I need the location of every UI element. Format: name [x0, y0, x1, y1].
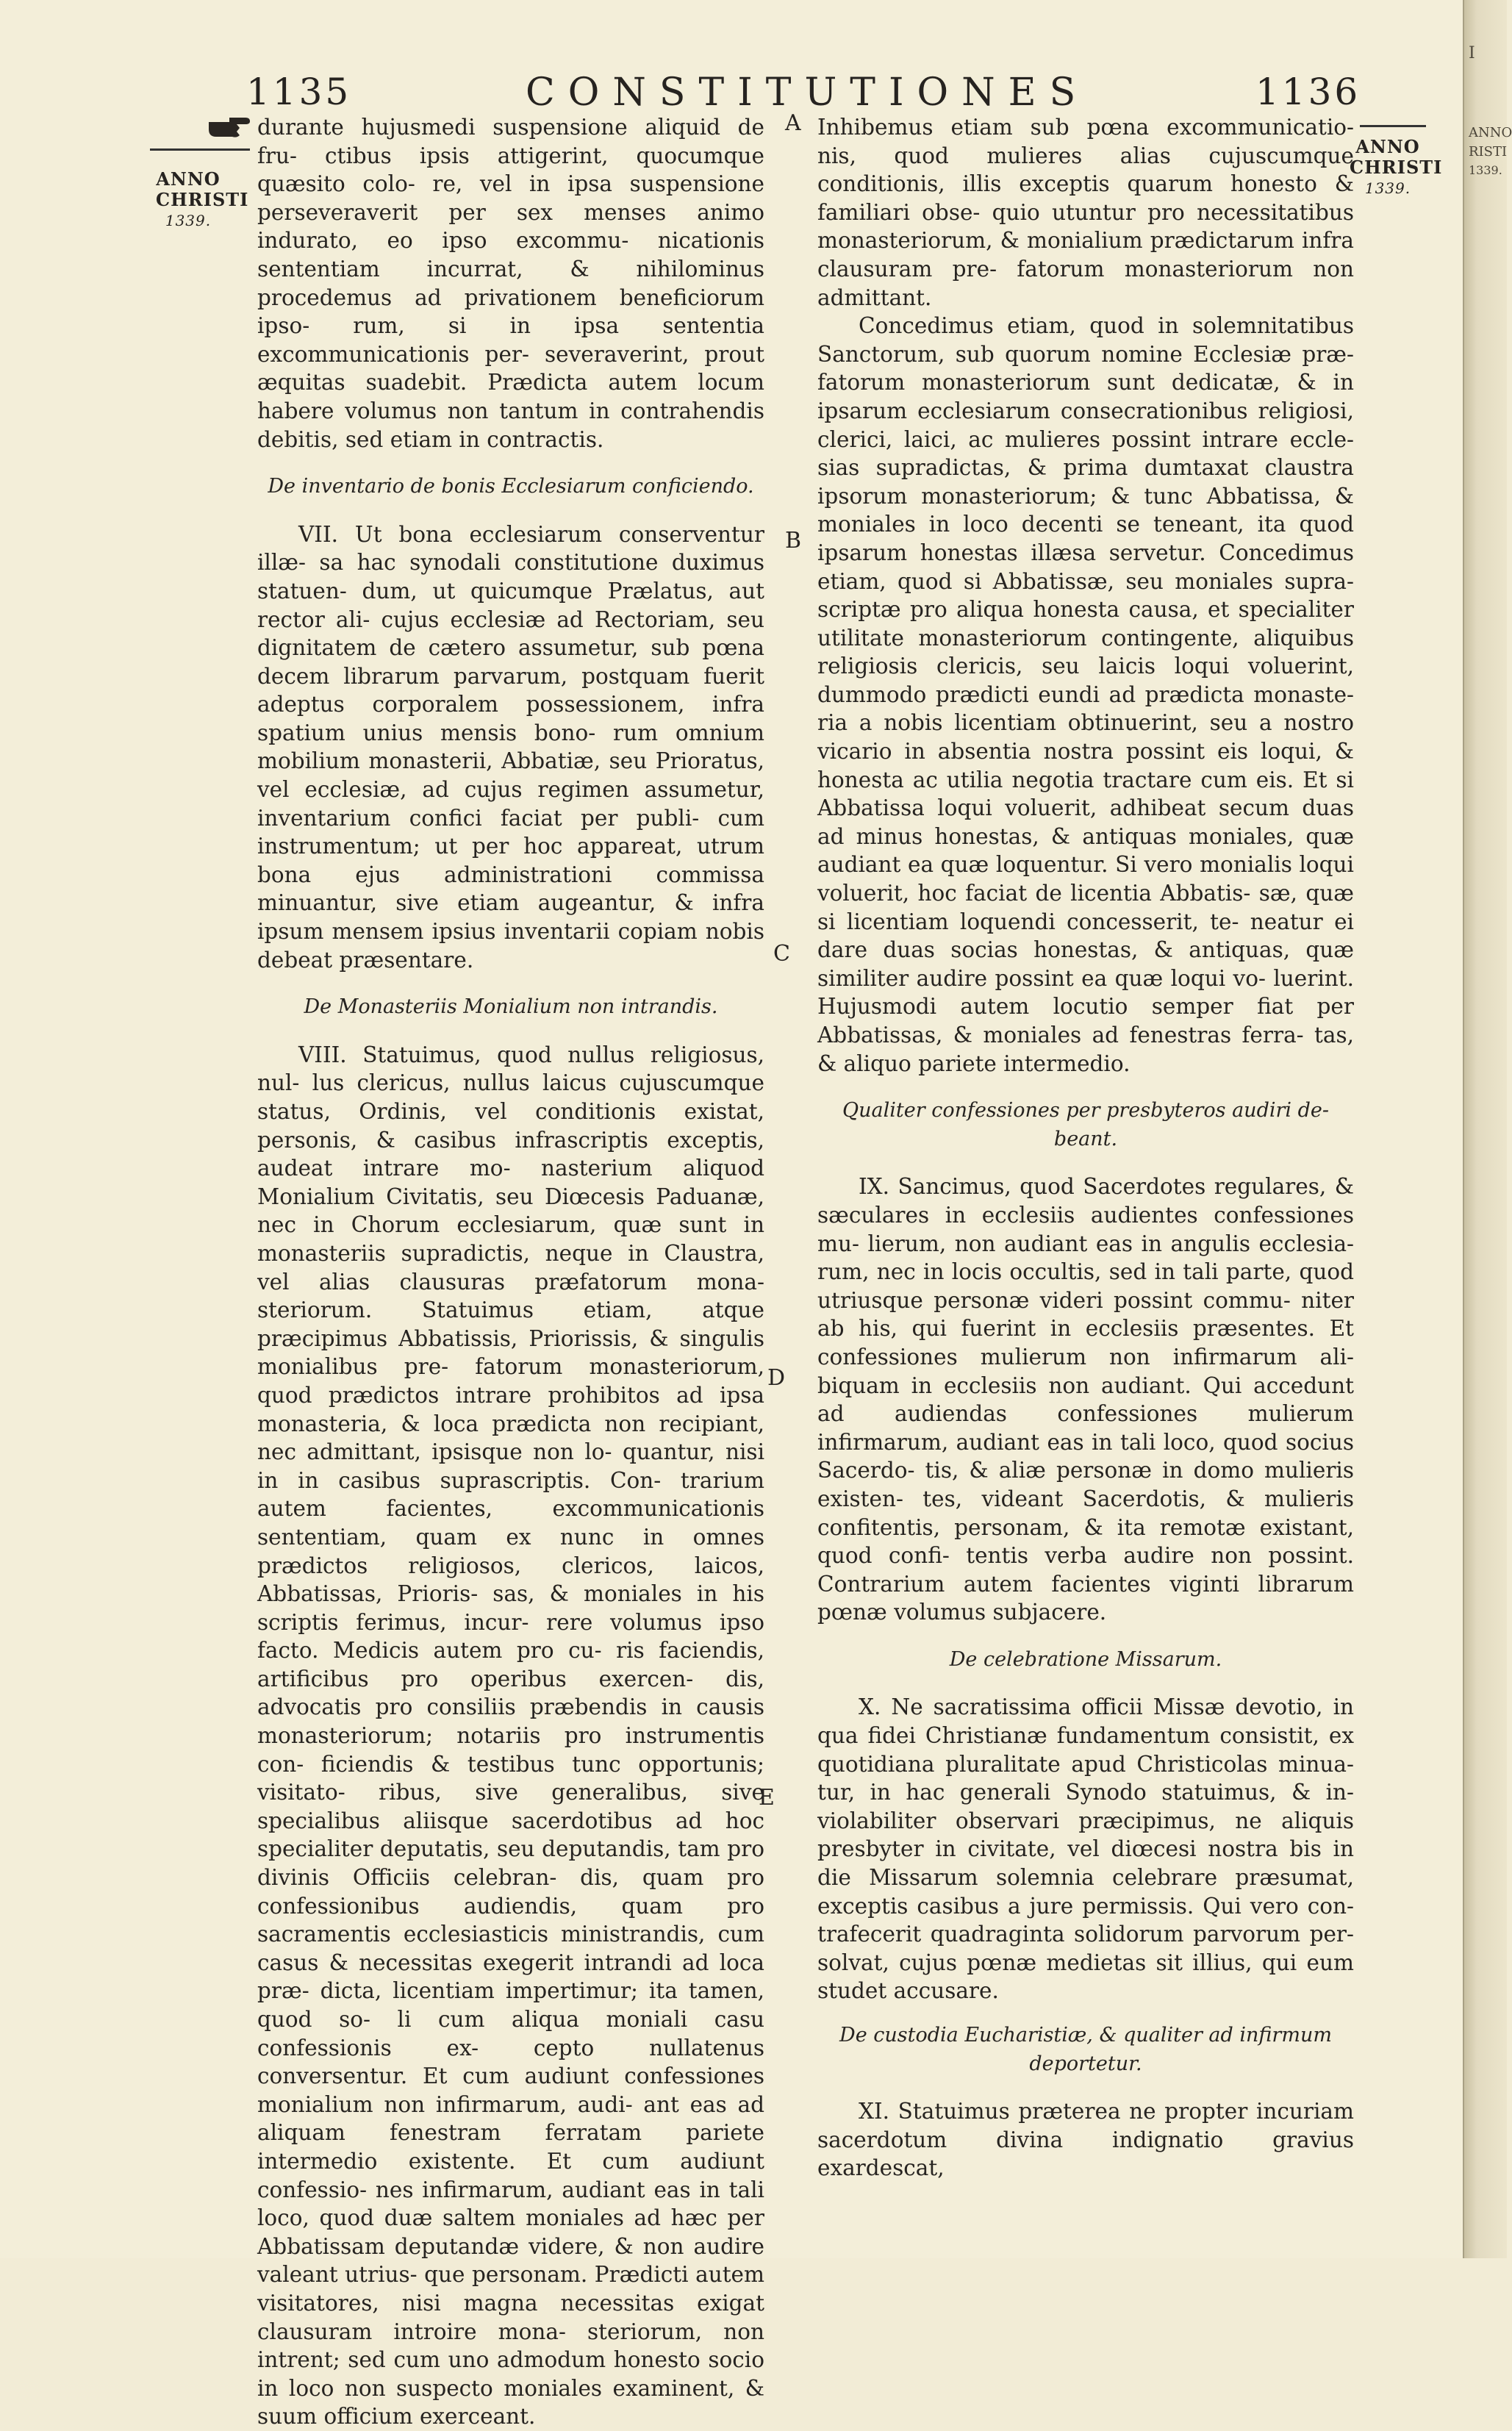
margin-rule-right — [1360, 125, 1426, 127]
page-number-right: 1136 — [1255, 71, 1361, 113]
paragraph-section-9: IX. Sancimus, quod Sacerdotes regulares, & sæculares in ecclesiis audientes confessiones mu- lierum, non audiant eas in angulis ecclesia- rum, nec in locis occultis, sed in tali parte, quod utriusque personæ videri possint commu- niter ab his, qui fuerint in ecclesiis præsentes. Et confessiones mulierum non infirmarum ali- biquam in ecclesiis non audiant. Qui accedunt ad audiendas confessiones mulierum infirmarum, audiant eas in tali loco, quod socius Sacerdo- tis, & aliæ personæ in domo mulieris existen- tes, videant Sacerdotis, & mulieris confitentis, personam, & ita remotæ existant, quod confi- tentis verba audire non possint. Contrarium autem facientes viginti librarum pœnæ volumus subjacere. — [817, 1174, 1354, 1625]
running-title: CONSTITUTIONES — [526, 71, 1089, 115]
section-letter-c: C — [773, 941, 790, 967]
right-column — [817, 113, 1354, 2183]
heading-section-8: De Monasteriis Monialium non intrandis. — [304, 995, 718, 1019]
section-letter-a: A — [785, 110, 801, 136]
year-label: 1339. — [165, 212, 212, 229]
heading-section-11: De custodia Eucharistiæ, & qualiter ad infirmum deportetur. — [839, 2024, 1332, 2075]
left-column — [257, 113, 764, 2431]
margin-note-right — [1350, 136, 1443, 198]
paragraph-inhibemus: Inhibemus etiam sub pœna excommunicatio- nis, quod mulieres alias cujuscumque conditionis, illis exceptis quarum honesto & familiari obse- quio utuntur pro necessitatibus monasteriorum, & monialium prædictarum infra clausuram pre- fatorum monasteriorum non admittant. — [817, 115, 1354, 310]
heading-section-9: Qualiter confessiones per presbyteros audiri de- beant. — [842, 1099, 1329, 1150]
pointing-hand-icon — [207, 112, 251, 141]
margin-rule-left — [150, 148, 250, 151]
section-letter-d: D — [767, 1365, 786, 1391]
edge-fragment: RISTI — [1469, 144, 1508, 160]
paragraph-section-7: VII. Ut bona ecclesiarum conserventur illæ- sa hac synodali constitutione duximus statuen- dum, ut quicumque Prælatus, aut rector ali- cujus ecclesiæ ad Rectoriam, seu dignitatem de cætero assumetur, sub pœna decem librarum parvarum, postquam fuerit adeptus corporalem possessionem, infra spatium unius mensis bono- rum omnium mobilium monasterii, Abbatiæ, seu Prioratus, vel ecclesiæ, ad cujus regimen assumetur, inventarium confici faciat per publi- cum instrumentum; ut per hoc appareat, utrum bona ejus administrationi commissa minuantur, sive etiam augeantur, & infra ipsum mensem ipsius inventarii copiam nobis debeat præsentare. — [257, 521, 764, 973]
edge-fragment: 1339. — [1469, 163, 1502, 177]
heading-section-10: De celebratione Missarum. — [949, 1647, 1222, 1671]
adjacent-page-edge — [1463, 0, 1512, 2258]
anno-label: ANNO — [1355, 136, 1420, 157]
section-letter-e: E — [759, 1785, 775, 1811]
edge-fragment: I — [1469, 44, 1475, 62]
page-number-left: 1135 — [246, 71, 352, 113]
year-label: 1339. — [1364, 179, 1411, 197]
christi-label: CHRISTI — [1350, 157, 1443, 178]
section-letter-b: B — [785, 528, 802, 554]
christi-label: CHRISTI — [156, 189, 249, 210]
heading-section-7: De inventario de bonis Ecclesiarum conficiendo. — [268, 475, 754, 498]
paragraph-section-11: XI. Statuimus præterea ne propter incuriam sacerdotum divina indignatio gravius exardescat, — [817, 2099, 1354, 2181]
paragraph-section-8: VIII. Statuimus, quod nullus religiosus, nul- lus clericus, nullus laicus cujuscumque status, Ordinis, vel conditionis existat, personis, & casibus infrascriptis exceptis, audeat intrare mo- nasterium aliquod Monialium Civitatis, seu Diœcesis Paduanæ, nec in Chorum ecclesiarum, quæ sunt in monasteriis supradictis, neque in Claustra, vel alias clausuras præfatorum mona- steriorum. Statuimus etiam, atque præcipimus Abbatissis, Priorissis, & singulis monialibus pre- fatorum monasteriorum, quod prædictos intrare prohibitos ad ipsa monasteria, & loca prædicta non recipiant, nec admittant, ipsisque non lo- quantur, nisi in in casibus suprascriptis. Con- trarium autem facientes, excommunicationis sententiam, quam ex nunc in omnes prædictos religiosos, clericos, laicos, Abbatissas, Prioris- sas, & moniales in his scriptis ferimus, incur- rere volumus ipso facto. Medicis autem pro cu- ris faciendis, artificibus pro operibus exercen- dis, advocatis pro consiliis præbendis in causis monasteriorum; notariis pro instrumentis con- ficiendis & testibus tunc opportunis; visitato- ribus, sive generalibus, sive specialibus aliisque sacerdotibus ad hoc specialiter deputatis, seu deputandis, tam pro divinis Officiis celebran- dis, quam pro confessionibus audiendis, quam pro sacramentis ecclesiasticis ministrandis, cum casus & necessitas exegerit intrandi ad loca præ- dicta, licentiam impertimur; ita tamen, quod so- li cum aliqua moniali casu confessionis ex- cepto nullatenus conversentur. Et cum audiunt confessiones monialium non infirmarum, audi- ant eas ad aliquam fenestram ferratam pariete intermedio existente. Et cum audiunt confessio- nes infirmarum, audiant eas in tali loco, quod duæ saltem moniales ad hæc per Abbatissam deputandæ videre, & non audire valeant utrius- que personam. Prædicti autem visitatores, nisi magna necessitas exigat clausuram introire mona- steriorum, non intrent; sed cum uno admodum honesto socio in loco non suspecto moniales examinent, & suum officium exerceant. — [257, 1042, 764, 2430]
paragraph-concedimus: Concedimus etiam, quod in solemnitatibus Sanctorum, sub quorum nomine Ecclesiæ præ- fatorum monasteriorum sunt dedicatæ, & in ipsarum ecclesiarum consecrationibus religiosi, clerici, laici, ac mulieres possint intrare eccle- sias supradictas, & prima dumtaxat claustra ipsorum monasteriorum; & tunc Abbatissa, & moniales in loco decenti se teneant, ita quod ipsarum honestas illæsa servetur. Concedimus etiam, quod si Abbatissæ, seu moniales supra- scriptæ pro aliqua honesta causa, et specialiter utilitate monasteriorum contingente, aliquibus religiosis clericis, seu laicis loqui voluerint, dummodo prædicti eundi ad prædicta monaste- ria a nobis licentiam obtinuerint, seu a nostro vicario in absentia nostra possint eis loqui, & honesta ac utilia negotia tractare cum eis. Et si Abbatissa loqui voluerit, adhibeat secum duas ad minus honestas, & antiquas moniales, quæ audiant ea quæ loquentur. Si vero monialis loqui voluerit, hoc faciat de licentia Abbatis- sæ, quæ si licentiam loquendi concesserit, te- neatur ei dare duas socias honestas, & antiquas, quæ similiter audire possint ea quæ loqui vo- luerint. Hujusmodi autem locutio semper fiat per Abbatissas, & moniales ad fenestras ferra- tas, & aliquo pariete intermedio. — [817, 313, 1354, 1076]
paragraph-section-10: X. Ne sacratissima officii Missæ devotio, in qua fidei Christianæ fundamentum consistit, ex quotidiana pluralitate apud Christicolas minua- tur, in hac generali Synodo statuimus, & in- violabiliter observari præcipimus, ne aliquis presbyter in civitate, vel diœcesi nostra bis in die Missarum solemnia celebrare præsumat, exceptis casibus a jure permissis. Qui vero con- trafecerit quadraginta solidorum parvorum per- solvat, cujus pœnæ medietas sit illius, qui eum studet accusare. — [817, 1694, 1354, 2004]
margin-note-left — [156, 168, 249, 231]
edge-fragment: ANNO — [1469, 125, 1512, 140]
paragraph-continuation: durante hujusmedi suspensione aliquid de fru- ctibus ipsis attigerint, quocumque quæsito colo- re, vel in ipsa suspensione perseveraverit per sex menses animo indurato, eo ipso excommu- nicationis sententiam incurrat, & nihilominus procedemus ad privationem beneficiorum ipso- rum, si in ipsa sententia excommunicationis per- severaverint, prout æquitas suadebit. Prædicta autem locum habere volumus non tantum in contrahendis debitis, sed etiam in contractis. — [257, 115, 764, 452]
anno-label: ANNO — [156, 168, 221, 190]
